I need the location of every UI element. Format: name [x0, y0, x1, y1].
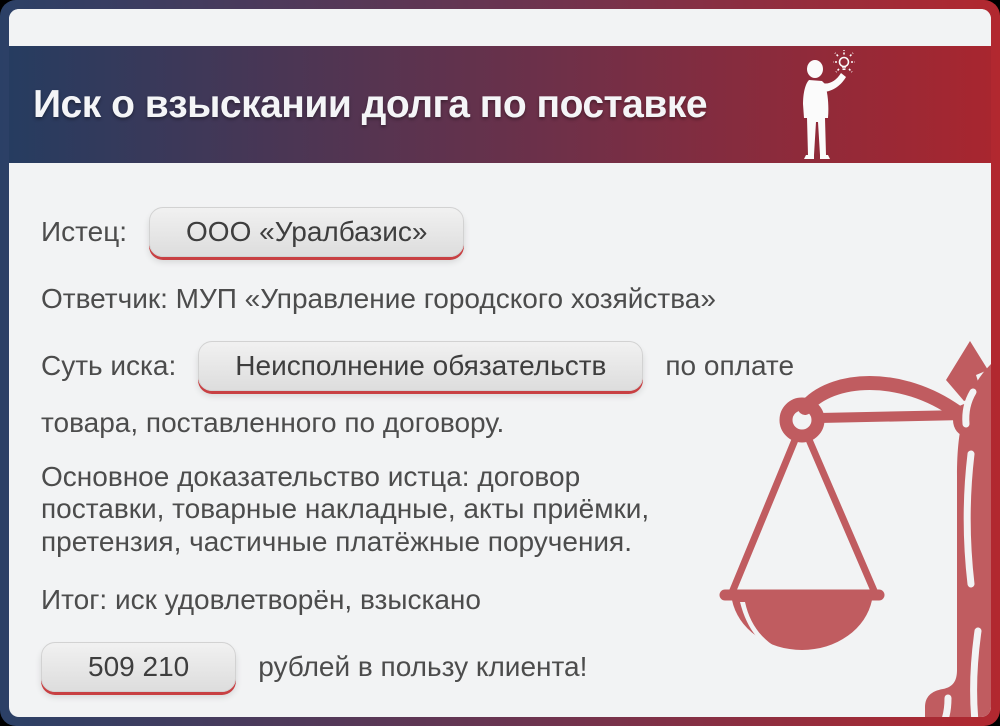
- plaintiff-pill[interactable]: ООО «Уралбазис»: [149, 207, 464, 257]
- amount-pill[interactable]: 509 210: [41, 642, 236, 692]
- result-row: [41, 584, 991, 616]
- businessman-arm: [822, 73, 846, 92]
- evidence-row: [41, 461, 991, 558]
- businessman-feet: [804, 155, 830, 159]
- claim-label: Суть иска:: [41, 350, 177, 381]
- header-band: [9, 46, 991, 163]
- businessman-head: [807, 60, 823, 78]
- top-strip: [9, 9, 991, 46]
- plaintiff-row: [41, 207, 991, 257]
- evidence-text: Основное доказательство истца: договор поставки, товарные накладные, акты приёмки, претензия, частичные платёжные поручения.: [41, 461, 650, 557]
- lightbulb-icon: [833, 50, 855, 72]
- result-text: Итог: иск удовлетворён, взыскано: [41, 584, 481, 616]
- claim-pill[interactable]: Неисполнение обязательств: [198, 341, 643, 391]
- claim-row: [41, 341, 991, 391]
- case-card-inner: [9, 9, 991, 717]
- amount-row: [41, 642, 991, 692]
- page-title: Иск о взыскании долга по поставке: [33, 82, 708, 126]
- claim-continuation-row: [41, 407, 991, 439]
- plaintiff-label: Истец:: [41, 216, 128, 247]
- defendant-text: Ответчик: МУП «Управление городского хозяйства»: [41, 283, 716, 314]
- claim-suffix-text: по оплате: [665, 350, 795, 381]
- defendant-row: [41, 283, 991, 315]
- claim-continuation-text: товара, поставленного по договору.: [41, 407, 505, 438]
- businessman-idea-icon: [795, 50, 855, 162]
- amount-suffix-text: рублей в пользу клиента!: [258, 651, 588, 683]
- content-area: [9, 207, 991, 717]
